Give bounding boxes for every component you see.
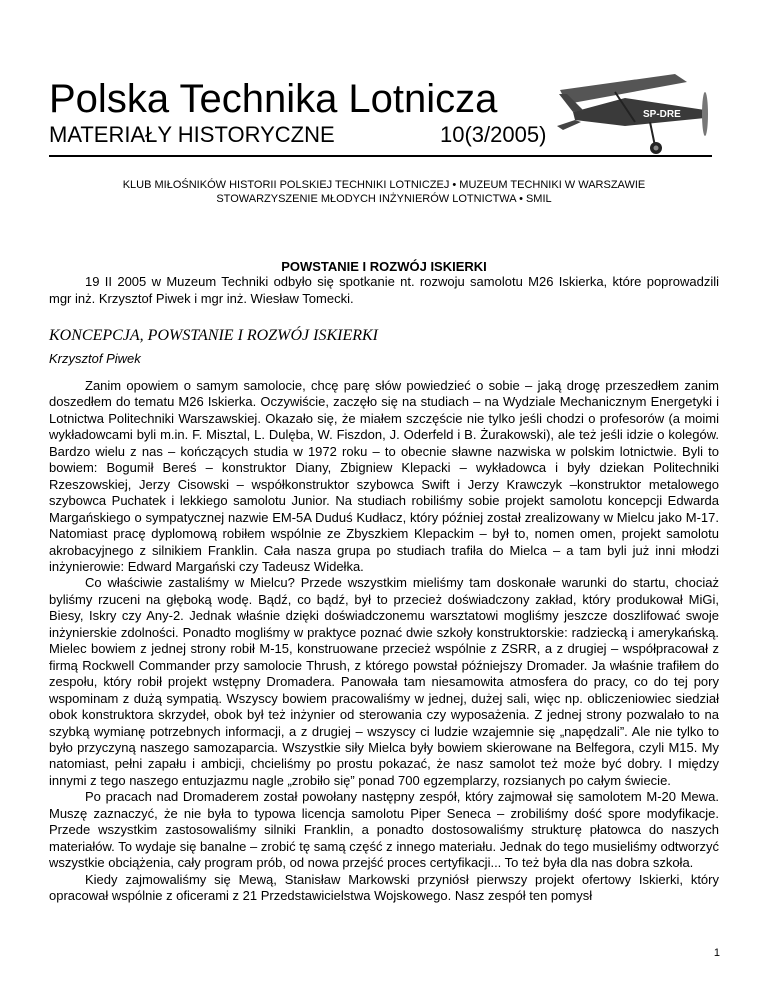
body-paragraph: Zanim opowiem o samym samolocie, chcę parę słów powiedzieć o sobie – jaką drogę przeszedłem zanim doszedłem do tematu M26 Iskierka. Oczywiście, zaczęło się na studiach – na Wydziale Mechanicznym Energetyki i Lotnictwa Politechniki Warszawskiej. Okazało się, że miałem szczęście nie tylko jeśli chodzi o profesorów (a moimi wykładowcami byli m.in. F. Misztal, L. Dulęba, W. Fiszdon, J. Oderfeld i B. Żurakowski), ale też jeśli idzie o kolegów. Bardzo wielu z nas – kończących studia w 1972 roku – to obecnie sławne nazwiska w polskim lotnictwie. Byli to bowiem: Bogumił Bereś – konstruktor Diany, Zbigniew Klepacki – wykładowca i były dziekan Politechniki Rzeszowskiej, Jerzy Cisowski – współkonstruktor szybowca Swift i Jerzy Krawczyk –konstruktor metalowego szybowca Puchatek i lekkiego samolotu Junior. Na studiach robiliśmy sobie projekt samolotu koncepcji Edwarda Margańskiego o sympatycznej nazwie EM-5A Duduś Kudłacz, który później został zrealizowany w Mielcu jako M-17. Natomiast pracę dyplomową robiłem wspólnie ze Zbyszkiem Klepackim – był to, nomen omen, projekt samolotu akrobacyjnego z silnikiem Franklin. Cała nasza grupa po studiach trafiła do Mielca – a tam byli już inni młodzi inżynierowie: Edward Margański czy Tadeusz Widełka. <box>49 378 719 574</box>
issue-number: 10(3/2005) <box>440 122 547 147</box>
aircraft-illustration <box>555 60 715 160</box>
page-number: 1 <box>713 947 720 959</box>
organizations-line-2: STOWARZYSZENIE MŁODYCH INŻYNIERÓW LOTNICTWA • SMIL <box>216 193 552 205</box>
article-title: POWSTANIE I ROZWÓJ ISKIERKI <box>281 259 487 274</box>
organizations-line-1: KLUB MIŁOŚNIKÓW HISTORII POLSKIEJ TECHNIKI LOTNICZEJ • MUZEUM TECHNIKI W WARSZAWIE <box>122 179 646 191</box>
aircraft-registration: SP-DRE <box>643 109 681 120</box>
body-paragraph: Po pracach nad Dromaderem został powołany następny zespół, który zajmował się samolotem M-20 Mewa. Muszę zaznaczyć, że nie była to typowa licencja samolotu Piper Seneca – zrobiliśmy dość spore modyfikacje. Przede wszystkim zastosowaliśmy silniki Franklin, a ponadto dostosowaliśmy strukturę płatowca do naszych materiałów. To wydaje się banalne – zrobić tę samą część z innego materiału. Jednak do tego musieliśmy odtworzyć wszystkie obciążenia, cały program prób, od nowa przejść proces certyfikacji... To też była dla nas dobra szkoła. <box>49 789 719 871</box>
masthead-divider <box>49 155 712 157</box>
body-paragraph: Kiedy zajmowaliśmy się Mewą, Stanisław Markowski przyniósł pierwszy projekt ofertowy Iskierki, który opracował wspólnie z oficerami z 21 Przedstawicielstwa Wojskowego. Nasz zespół ten pomysł <box>49 871 719 904</box>
author-name: Krzysztof Piwek <box>49 351 141 366</box>
journal-title: Polska Technika Lotnicza <box>49 77 498 121</box>
article-intro: 19 II 2005 w Muzeum Techniki odbyło się spotkanie nt. rozwoju samolotu M26 Iskierka, które poprowadzili mgr inż. Krzysztof Piwek i mgr inż. Wiesław Tomecki. <box>49 274 719 306</box>
section-heading: KONCEPCJA, POWSTANIE I ROZWÓJ ISKIERKI <box>49 327 378 344</box>
body-paragraph: Co właściwie zastaliśmy w Mielcu? Przede wszystkim mieliśmy tam doskonałe warunki do startu, chociaż byliśmy rzuceni na głęboką wodę. Bądź, co bądź, był to przecież doświadczony zakład, który produkował MiGi, Biesy, Iskry czy Any-2. Jednak właśnie dzięki doświadczonemu warsztatowi mogliśmy jeszcze doszlifować swoje inżynierskie zdolności. Ponadto mogliśmy w praktyce poznać dwie szkoły konstruktorskie: radziecką i amerykańską. Mielec bowiem z jednej strony robił M-15, konstruowane przecież wspólnie z ZSRR, a z drugiej – współpracował z firmą Rockwell Commander przy samolocie Thrush, z którego powstał późniejszy Dromader. Ja właśnie trafiłem do zespołu, który robił projekt wstępny Dromadera. Panowała tam niesamowita atmosfera do pracy, co do tej pory wspominam z dużą sympatią. Wszyscy bowiem pracowaliśmy w jednej, dużej sali, więc np. obliczeniowiec siedział obok konstruktora skrzydeł, obok był też inżynier od sterowania czy wyposażenia. Z jednej strony pozwalało to na szybką wymianę potrzebnych informacji, a z drugiej – wszyscy ci ludzie wzajemnie się „napędzali”. Ale nie tylko to było przyczyną naszego samozaparcia. Wszystkie siły Mielca były bowiem skierowane na Belfegora, czyli M15. My natomiast, pełni zapału i ambicji, chcieliśmy po prostu pokazać, że nasz samolot też może być dobry. I między innymi z tego naszego entuzjazmu nagle „zrobiło się” ponad 700 egzemplarzy, rozsianych po całym świecie. <box>49 575 719 788</box>
journal-subtitle: MATERIAŁY HISTORYCZNE <box>49 122 335 147</box>
article-body <box>49 378 719 905</box>
